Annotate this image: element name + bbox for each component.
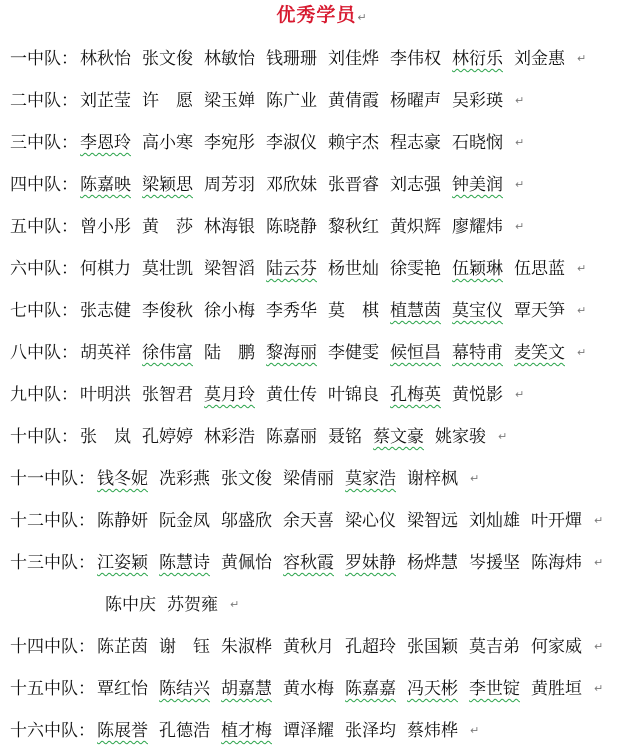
student-name: 谢梓枫 xyxy=(407,469,458,489)
paragraph-mark-icon: ↵ xyxy=(594,682,604,695)
squad-label: 九中队： xyxy=(10,385,78,405)
student-name: 候恒昌 xyxy=(390,343,441,363)
student-name: 梁倩丽 xyxy=(283,469,334,489)
squad-label: 六中队： xyxy=(10,259,78,279)
student-name: 幕特甫 xyxy=(452,343,503,363)
squad-label: 一中队： xyxy=(10,49,78,69)
student-name: 周芳羽 xyxy=(204,175,255,195)
student-names xyxy=(80,255,576,283)
student-name: 钱珊珊 xyxy=(266,49,317,69)
paragraph-mark-icon: ↵ xyxy=(577,52,587,65)
student-name: 林秋怡 xyxy=(80,49,131,69)
student-name: 陈嘉丽 xyxy=(266,427,317,447)
student-name: 李俊秋 xyxy=(142,301,193,321)
student-names xyxy=(80,213,514,241)
paragraph-mark-icon: ↵ xyxy=(577,304,587,317)
squad-label: 五中队： xyxy=(10,217,78,237)
student-name: 何家威 xyxy=(531,637,582,657)
student-name: 覃红怡 xyxy=(97,679,148,699)
paragraph-mark-icon: ↵ xyxy=(515,94,525,107)
student-name: 李伟权 xyxy=(390,49,441,69)
student-name: 刘芷莹 xyxy=(80,91,131,111)
student-name: 黄 莎 xyxy=(142,217,193,237)
student-name: 陈晓静 xyxy=(266,217,317,237)
student-name: 李秀华 xyxy=(266,301,317,321)
student-name: 张文俊 xyxy=(142,49,193,69)
student-name: 刘志强 xyxy=(390,175,441,195)
student-name: 胡英祥 xyxy=(80,343,131,363)
student-name: 刘灿雄 xyxy=(469,511,520,531)
student-name: 黄胜垣 xyxy=(531,679,582,699)
title-text: 优秀学员 xyxy=(276,4,357,26)
student-names xyxy=(80,381,514,409)
student-name: 刘金惠 xyxy=(514,49,565,69)
student-name: 莫月玲 xyxy=(204,385,255,405)
student-name: 杨曜声 xyxy=(390,91,441,111)
squad-row xyxy=(10,206,640,248)
student-name: 邓欣妹 xyxy=(266,175,317,195)
squad-row xyxy=(10,122,640,164)
student-name: 梁智远 xyxy=(407,511,458,531)
student-name: 孔德浩 xyxy=(159,721,210,741)
student-names xyxy=(97,465,469,493)
student-name: 覃天笋 xyxy=(514,301,565,321)
student-name: 罗妹静 xyxy=(345,553,396,573)
paragraph-mark-icon: ↵ xyxy=(515,388,525,401)
student-name: 张泽均 xyxy=(345,721,396,741)
student-name: 刘佳烨 xyxy=(328,49,379,69)
student-name: 许 愿 xyxy=(142,91,193,111)
student-name: 林敏怡 xyxy=(204,49,255,69)
student-name: 张智君 xyxy=(142,385,193,405)
squad-row xyxy=(10,458,640,500)
squad-list xyxy=(10,38,640,752)
student-name: 孔梅英 xyxy=(390,385,441,405)
student-name: 容秋霞 xyxy=(283,553,334,573)
student-name: 钟美润 xyxy=(452,175,503,195)
student-name: 林衍乐 xyxy=(452,49,503,69)
student-name: 梁颖思 xyxy=(142,175,193,195)
student-name: 林彩浩 xyxy=(204,427,255,447)
student-name: 陈海炜 xyxy=(531,553,582,573)
student-name: 梁心仪 xyxy=(345,511,396,531)
student-name: 植才梅 xyxy=(221,721,272,741)
student-name: 廖耀炜 xyxy=(452,217,503,237)
squad-label: 十四中队： xyxy=(10,637,95,657)
squad-row xyxy=(10,500,640,542)
paragraph-mark-icon: ↵ xyxy=(470,724,480,737)
student-name: 叶锦良 xyxy=(328,385,379,405)
squad-label: 四中队： xyxy=(10,175,78,195)
student-name: 徐伟富 xyxy=(142,343,193,363)
squad-row xyxy=(10,374,640,416)
student-name: 蔡文豪 xyxy=(373,427,424,447)
student-name: 孔超玲 xyxy=(345,637,396,657)
student-name: 李淑仪 xyxy=(266,133,317,153)
squad-label: 二中队： xyxy=(10,91,78,111)
student-name: 陈静妍 xyxy=(97,511,148,531)
student-name: 蔡炜桦 xyxy=(407,721,458,741)
squad-label: 十二中队： xyxy=(10,511,95,531)
student-name: 杨世灿 xyxy=(328,259,379,279)
student-name: 苏贺雍 xyxy=(167,595,218,615)
student-name: 江姿颖 xyxy=(97,553,148,573)
paragraph-mark-icon: ↵ xyxy=(515,136,525,149)
student-name: 莫宝仪 xyxy=(452,301,503,321)
paragraph-mark-icon: ↵ xyxy=(515,178,525,191)
student-name: 孔婷婷 xyxy=(142,427,193,447)
student-name: 叶明洪 xyxy=(80,385,131,405)
student-name: 张晋睿 xyxy=(328,175,379,195)
student-name: 谢 钰 xyxy=(159,637,210,657)
student-name: 林海银 xyxy=(204,217,255,237)
student-names xyxy=(80,45,576,73)
student-name: 余天喜 xyxy=(283,511,334,531)
squad-row xyxy=(10,710,640,752)
student-names xyxy=(97,675,593,703)
student-name: 李宛彤 xyxy=(204,133,255,153)
student-names xyxy=(97,633,593,661)
squad-label: 七中队： xyxy=(10,301,78,321)
paragraph-mark-icon: ↵ xyxy=(470,472,480,485)
squad-label: 十中队： xyxy=(10,427,78,447)
student-name: 吴彩瑛 xyxy=(452,91,503,111)
paragraph-mark-icon: ↵ xyxy=(577,346,587,359)
squad-row xyxy=(10,668,640,710)
student-name: 岑援坚 xyxy=(469,553,520,573)
student-name: 张 岚 xyxy=(80,427,131,447)
squad-row xyxy=(10,164,640,206)
student-name: 莫壮凯 xyxy=(142,259,193,279)
student-names xyxy=(97,549,593,577)
student-name: 张志健 xyxy=(80,301,131,321)
student-name: 莫 棋 xyxy=(328,301,379,321)
student-name: 钱冬妮 xyxy=(97,469,148,489)
paragraph-mark-icon: ↵ xyxy=(498,430,508,443)
student-name: 叶开燀 xyxy=(531,511,582,531)
student-name: 陈芷茵 xyxy=(97,637,148,657)
student-name: 李健雯 xyxy=(328,343,379,363)
student-name: 高小寒 xyxy=(142,133,193,153)
student-names xyxy=(80,423,497,451)
student-name: 陆 鹏 xyxy=(204,343,255,363)
student-name: 黎海丽 xyxy=(266,343,317,363)
paragraph-mark-icon: ↵ xyxy=(594,514,604,527)
student-names xyxy=(80,171,514,199)
student-name: 冼彩燕 xyxy=(159,469,210,489)
student-name: 黄悦影 xyxy=(452,385,503,405)
student-name: 张文俊 xyxy=(221,469,272,489)
student-name: 陈慧诗 xyxy=(159,553,210,573)
student-name: 阮金凤 xyxy=(159,511,210,531)
student-name: 麦笑文 xyxy=(514,343,565,363)
student-name: 姚家骏 xyxy=(435,427,486,447)
student-name: 黄炽辉 xyxy=(390,217,441,237)
student-name: 赖宇杰 xyxy=(328,133,379,153)
squad-row xyxy=(10,416,640,458)
student-name: 陈嘉映 xyxy=(80,175,131,195)
student-name: 程志豪 xyxy=(390,133,441,153)
squad-row xyxy=(10,332,640,374)
squad-row xyxy=(10,38,640,80)
student-name: 何棋力 xyxy=(80,259,131,279)
student-name: 陆云芬 xyxy=(266,259,317,279)
student-names xyxy=(97,507,593,535)
squad-row xyxy=(10,626,640,668)
student-names xyxy=(105,591,229,619)
student-name: 朱淑桦 xyxy=(221,637,272,657)
student-name: 陈结兴 xyxy=(159,679,210,699)
student-name: 植慧茵 xyxy=(390,301,441,321)
student-name: 徐雯艳 xyxy=(390,259,441,279)
student-name: 莫家浩 xyxy=(345,469,396,489)
squad-row xyxy=(10,290,640,332)
student-name: 莫吉弟 xyxy=(469,637,520,657)
student-names xyxy=(80,87,514,115)
squad-label: 三中队： xyxy=(10,133,78,153)
student-name: 谭泽耀 xyxy=(283,721,334,741)
student-name: 黄水梅 xyxy=(283,679,334,699)
student-name: 李恩玲 xyxy=(80,133,131,153)
student-name: 徐小梅 xyxy=(204,301,255,321)
student-name: 冯天彬 xyxy=(407,679,458,699)
student-name: 胡嘉慧 xyxy=(221,679,272,699)
student-name: 陈展誉 xyxy=(97,721,148,741)
student-name: 黄佩怡 xyxy=(221,553,272,573)
student-names xyxy=(80,297,576,325)
student-names xyxy=(80,339,576,367)
student-name: 张国颖 xyxy=(407,637,458,657)
student-name: 梁玉婵 xyxy=(204,91,255,111)
student-names xyxy=(80,129,514,157)
squad-label: 十三中队： xyxy=(10,553,95,573)
student-name: 曾小彤 xyxy=(80,217,131,237)
paragraph-mark-icon: ↵ xyxy=(594,640,604,653)
document-title xyxy=(0,2,644,31)
squad-row xyxy=(10,542,640,584)
squad-label: 十六中队： xyxy=(10,721,95,741)
student-name: 石晓悯 xyxy=(452,133,503,153)
student-name: 邬盛欣 xyxy=(221,511,272,531)
student-name: 黎秋红 xyxy=(328,217,379,237)
student-name: 杨烨慧 xyxy=(407,553,458,573)
student-name: 陈中庆 xyxy=(105,595,156,615)
squad-row xyxy=(10,80,640,122)
student-name: 聂铭 xyxy=(328,427,362,447)
student-name: 陈广业 xyxy=(266,91,317,111)
paragraph-mark-icon: ↵ xyxy=(515,220,525,233)
paragraph-mark-icon: ↵ xyxy=(577,262,587,275)
paragraph-mark-icon: ↵ xyxy=(230,598,240,611)
paragraph-mark-icon: ↵ xyxy=(594,556,604,569)
student-name: 黄仕传 xyxy=(266,385,317,405)
student-names xyxy=(97,717,469,745)
student-name: 伍颖琳 xyxy=(452,259,503,279)
squad-row-continuation xyxy=(10,584,640,626)
student-name: 黄倩霞 xyxy=(328,91,379,111)
student-name: 黄秋月 xyxy=(283,637,334,657)
student-name: 梁智滔 xyxy=(204,259,255,279)
squad-label: 十五中队： xyxy=(10,679,95,699)
squad-label: 十一中队： xyxy=(10,469,95,489)
squad-row xyxy=(10,248,640,290)
student-name: 陈嘉嘉 xyxy=(345,679,396,699)
student-name: 李世锭 xyxy=(469,679,520,699)
squad-label: 八中队： xyxy=(10,343,78,363)
student-name: 伍思蓝 xyxy=(514,259,565,279)
paragraph-mark-icon: ↵ xyxy=(357,11,368,24)
